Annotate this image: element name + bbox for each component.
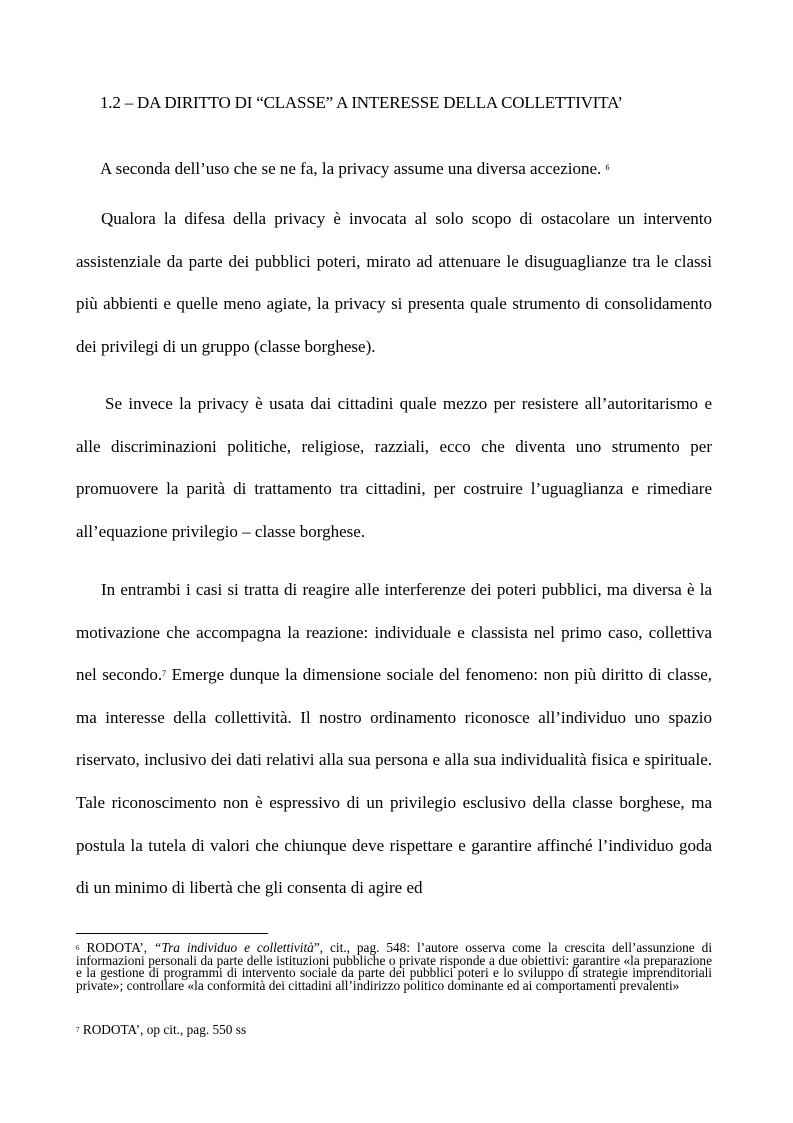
footnote-ref-6: 6 — [605, 163, 610, 172]
footnote-7-number: 7 — [76, 1026, 80, 1034]
paragraph-2: Qualora la difesa della privacy è invocata al solo scopo di ostacolare un intervento assistenziale da parte dei pubblici poteri, mirato ad attenuare le disuguaglianze tra le classi più abbienti e quelle meno agiate, la privacy si presenta quale strumento di consolidamento dei privilegi di un gruppo (classe borghese). — [76, 209, 712, 356]
paragraph-3: Se invece la privacy è usata dai cittadini quale mezzo per resistere all’autoritarismo e alle discriminazioni politiche, religiose, razziali, ecco che diventa uno strumento per promuovere la parità di trattamento tra cittadini, per costruire l’uguaglianza e rimediare all’equazione privilegio – classe borghese. — [76, 394, 712, 541]
footnote-6-text: ”, cit., pag. 548: l’autore osserva come la crescita dell’assunzione di informazioni personali da parte delle istituzioni pubbliche o private risponde a due obiettivi: garantire «la preparazione e la gestione di programmi di intervento sociale da parte dei pubblici poteri e lo sviluppo di strategie imprenditoriali private»; controllare «la conformità dei cittadini all’indirizzo politico dominante ed ai comportamenti prevalenti» — [76, 940, 713, 993]
section-heading: 1.2 – DA DIRITTO DI “CLASSE” A INTERESSE DELLA COLLETTIVITA’ — [100, 93, 623, 112]
footnote-separator — [76, 933, 268, 934]
paragraph-4-text-b: Emerge dunque la dimensione sociale del fenomeno: non più diritto di classe, ma interesse della collettività. Il nostro ordinamento riconosce all’individuo uno spazio riservato, inclusivo dei dati relativi alla sua persona e alla sua individualità fisica e spirituale. Tale riconoscimento non è espressivo di un privilegio esclusivo della classe borghese, ma postula la tutela di valori che chiunque deve rispettare e garantire affinché l’individuo goda di un minimo di libertà che gli consenta di agire ed — [76, 665, 712, 898]
footnote-6-title: “Tra individuo e collettività — [154, 940, 314, 955]
footnote-6-number: 6 — [76, 944, 80, 952]
paragraph-4-text-a: In entrambi i casi si tratta di reagire alle interferenze dei poteri pubblici, ma diversa è la motivazione che accompagna la reazione: individuale e classista nel primo caso, collettiva nel secondo. — [76, 580, 712, 685]
paragraph-1 — [100, 148, 712, 191]
footnote-7-text: RODOTA’, op cit., pag. 550 ss — [79, 1022, 247, 1037]
footnote-7 — [76, 1024, 712, 1037]
footnote-6-author: RODOTA’, — [79, 940, 155, 955]
paragraph-1-text: A seconda dell’uso che se ne fa, la privacy assume una diversa accezione. — [100, 159, 602, 178]
footnote-ref-7: 7 — [162, 669, 167, 679]
footnote-6 — [76, 942, 712, 992]
paragraph-4 — [76, 569, 712, 910]
